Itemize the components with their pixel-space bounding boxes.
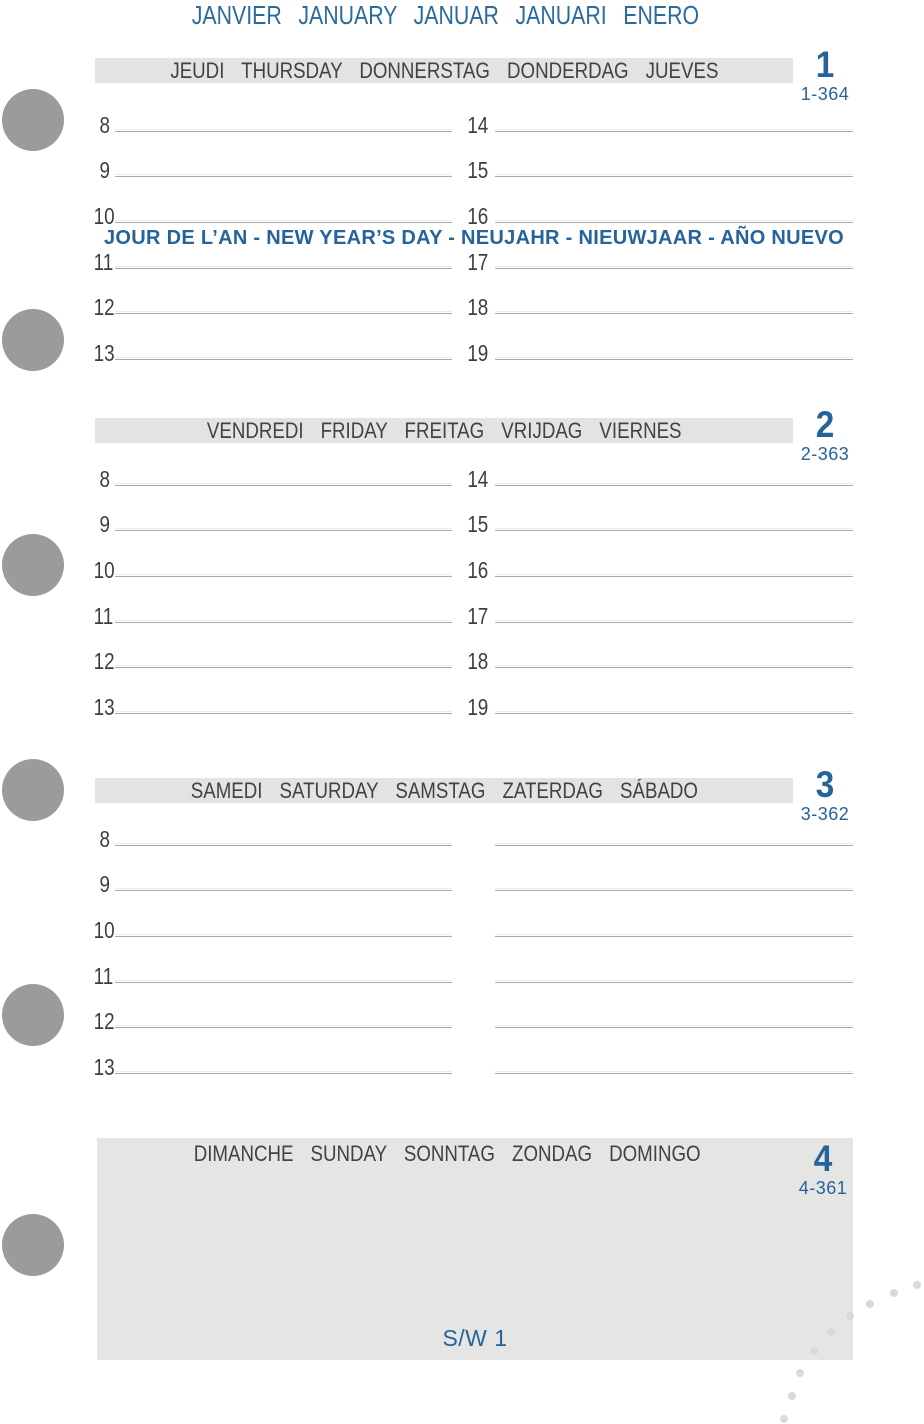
decorative-dot — [866, 1300, 874, 1308]
hour-label: 14 — [467, 465, 489, 492]
writing-line — [115, 622, 452, 623]
day-names: VENDREDI FRIDAY FREITAG VRIJDAG VIERNES — [206, 418, 682, 443]
writing-line — [115, 222, 452, 223]
hour-label: 11 — [93, 602, 114, 629]
writing-line — [495, 1027, 853, 1028]
hour-label: 12 — [93, 648, 115, 675]
hour-label: 9 — [99, 511, 110, 538]
hour-row — [90, 668, 853, 721]
writing-line — [495, 622, 853, 623]
day-of-year-count: 4-361 — [798, 1178, 848, 1198]
hour-row — [90, 486, 853, 538]
writing-line — [495, 845, 853, 846]
day-number-block — [795, 1140, 851, 1198]
writing-line — [115, 890, 452, 891]
day-names: JEUDI THURSDAY DONNERSTAG DONDERDAG JUEVES — [169, 58, 719, 83]
writing-line — [495, 530, 853, 531]
hour-label: 8 — [99, 111, 110, 138]
writing-line — [495, 713, 853, 714]
hour-label: 13 — [93, 694, 115, 721]
hour-label: 13 — [93, 1054, 115, 1081]
hour-label: 12 — [93, 294, 115, 321]
decorative-dot — [788, 1392, 796, 1400]
binder-hole — [2, 984, 64, 1046]
writing-line — [115, 359, 452, 360]
writing-line — [115, 667, 452, 668]
hour-label: 13 — [93, 340, 115, 367]
writing-line — [495, 176, 853, 177]
hour-label: 18 — [467, 294, 489, 321]
writing-line — [495, 667, 853, 668]
hour-label: 8 — [99, 825, 110, 852]
day-header-sunday — [97, 1141, 797, 1166]
hour-row — [90, 269, 853, 321]
hour-row — [90, 531, 853, 584]
writing-line — [115, 485, 452, 486]
hour-label: 18 — [467, 648, 489, 675]
hour-row — [90, 314, 853, 367]
writing-line — [115, 268, 452, 269]
binder-hole — [2, 1214, 64, 1276]
hour-label: 14 — [467, 111, 489, 138]
day-header-thursday — [95, 58, 793, 83]
writing-line — [115, 982, 452, 983]
hour-label: 16 — [467, 557, 489, 584]
hour-row — [90, 86, 853, 138]
hour-row — [90, 937, 853, 989]
decorative-dot — [890, 1289, 898, 1297]
writing-line — [115, 1027, 452, 1028]
hour-row — [90, 891, 853, 944]
hour-row — [90, 1028, 853, 1081]
decorative-dot — [796, 1369, 804, 1377]
hour-label: 16 — [467, 203, 489, 230]
hour-row — [90, 177, 853, 230]
day-number: 4 — [813, 1138, 833, 1179]
writing-line — [495, 222, 853, 223]
writing-line — [495, 1073, 853, 1074]
decorative-dot — [846, 1312, 854, 1320]
hour-row — [90, 577, 853, 629]
day-of-year-count: 2-363 — [800, 444, 850, 464]
writing-line — [495, 313, 853, 314]
writing-line — [495, 485, 853, 486]
holiday-banner: JOUR DE L’AN - NEW YEAR’S DAY - NEUJAHR - NIEUWJAAR - AÑO NUEVO — [103, 227, 845, 249]
hour-grid-saturday — [90, 800, 853, 1081]
day-number: 2 — [815, 404, 835, 445]
hour-label: 11 — [93, 248, 114, 275]
hour-label: 10 — [93, 203, 115, 230]
hour-label: 11 — [93, 962, 114, 989]
writing-line — [495, 268, 853, 269]
hour-row — [90, 800, 853, 852]
writing-line — [115, 313, 452, 314]
writing-line — [115, 176, 452, 177]
writing-line — [115, 131, 452, 132]
day-number: 3 — [815, 764, 835, 805]
writing-line — [115, 530, 452, 531]
hour-label: 15 — [467, 511, 489, 538]
hour-grid-friday — [90, 440, 853, 721]
hour-label: 9 — [99, 871, 110, 898]
writing-line — [115, 576, 452, 577]
hour-row — [90, 983, 853, 1035]
day-names: SAMEDI SATURDAY SAMSTAG ZATERDAG SÁBADO — [190, 778, 698, 803]
hour-label: 12 — [93, 1008, 115, 1035]
hour-label: 9 — [99, 157, 110, 184]
writing-line — [115, 1073, 452, 1074]
hour-label: 8 — [99, 465, 110, 492]
day-of-year-count: 3-362 — [800, 804, 850, 824]
writing-line — [495, 890, 853, 891]
decorative-dot — [827, 1328, 835, 1336]
hour-label: 17 — [467, 602, 489, 629]
hour-row — [90, 440, 853, 492]
hour-label: 15 — [467, 157, 489, 184]
writing-line — [495, 936, 853, 937]
hour-label: 10 — [93, 557, 115, 584]
hour-grid-thursday — [90, 86, 853, 367]
day-of-year-count: 1-364 — [800, 84, 850, 104]
decorative-dot — [780, 1415, 788, 1423]
hour-label: 10 — [93, 917, 115, 944]
binder-hole — [2, 759, 64, 821]
binder-hole — [2, 534, 64, 596]
decorative-dot — [913, 1281, 921, 1289]
hour-label: 17 — [467, 248, 489, 275]
decorative-dot — [810, 1347, 818, 1355]
writing-line — [115, 713, 452, 714]
writing-line — [115, 936, 452, 937]
day-names: DIMANCHE SUNDAY SONNTAG ZONDAG DOMINGO — [193, 1141, 701, 1166]
writing-line — [495, 131, 853, 132]
week-number: S/W 1 — [442, 1325, 508, 1351]
binder-hole — [2, 309, 64, 371]
hour-label: 19 — [467, 340, 489, 367]
writing-line — [115, 845, 452, 846]
day-number: 1 — [815, 44, 835, 85]
writing-line — [495, 576, 853, 577]
hour-row — [90, 132, 853, 184]
hour-row — [90, 623, 853, 675]
hour-row — [90, 846, 853, 898]
month-title — [95, 0, 795, 30]
sunday-panel — [97, 1138, 853, 1360]
writing-line — [495, 982, 853, 983]
hour-label: 19 — [467, 694, 489, 721]
writing-line — [495, 359, 853, 360]
binder-hole — [2, 89, 64, 151]
month-title-text: JANVIER JANUARY JANUAR JANUARI ENERO — [191, 0, 699, 30]
